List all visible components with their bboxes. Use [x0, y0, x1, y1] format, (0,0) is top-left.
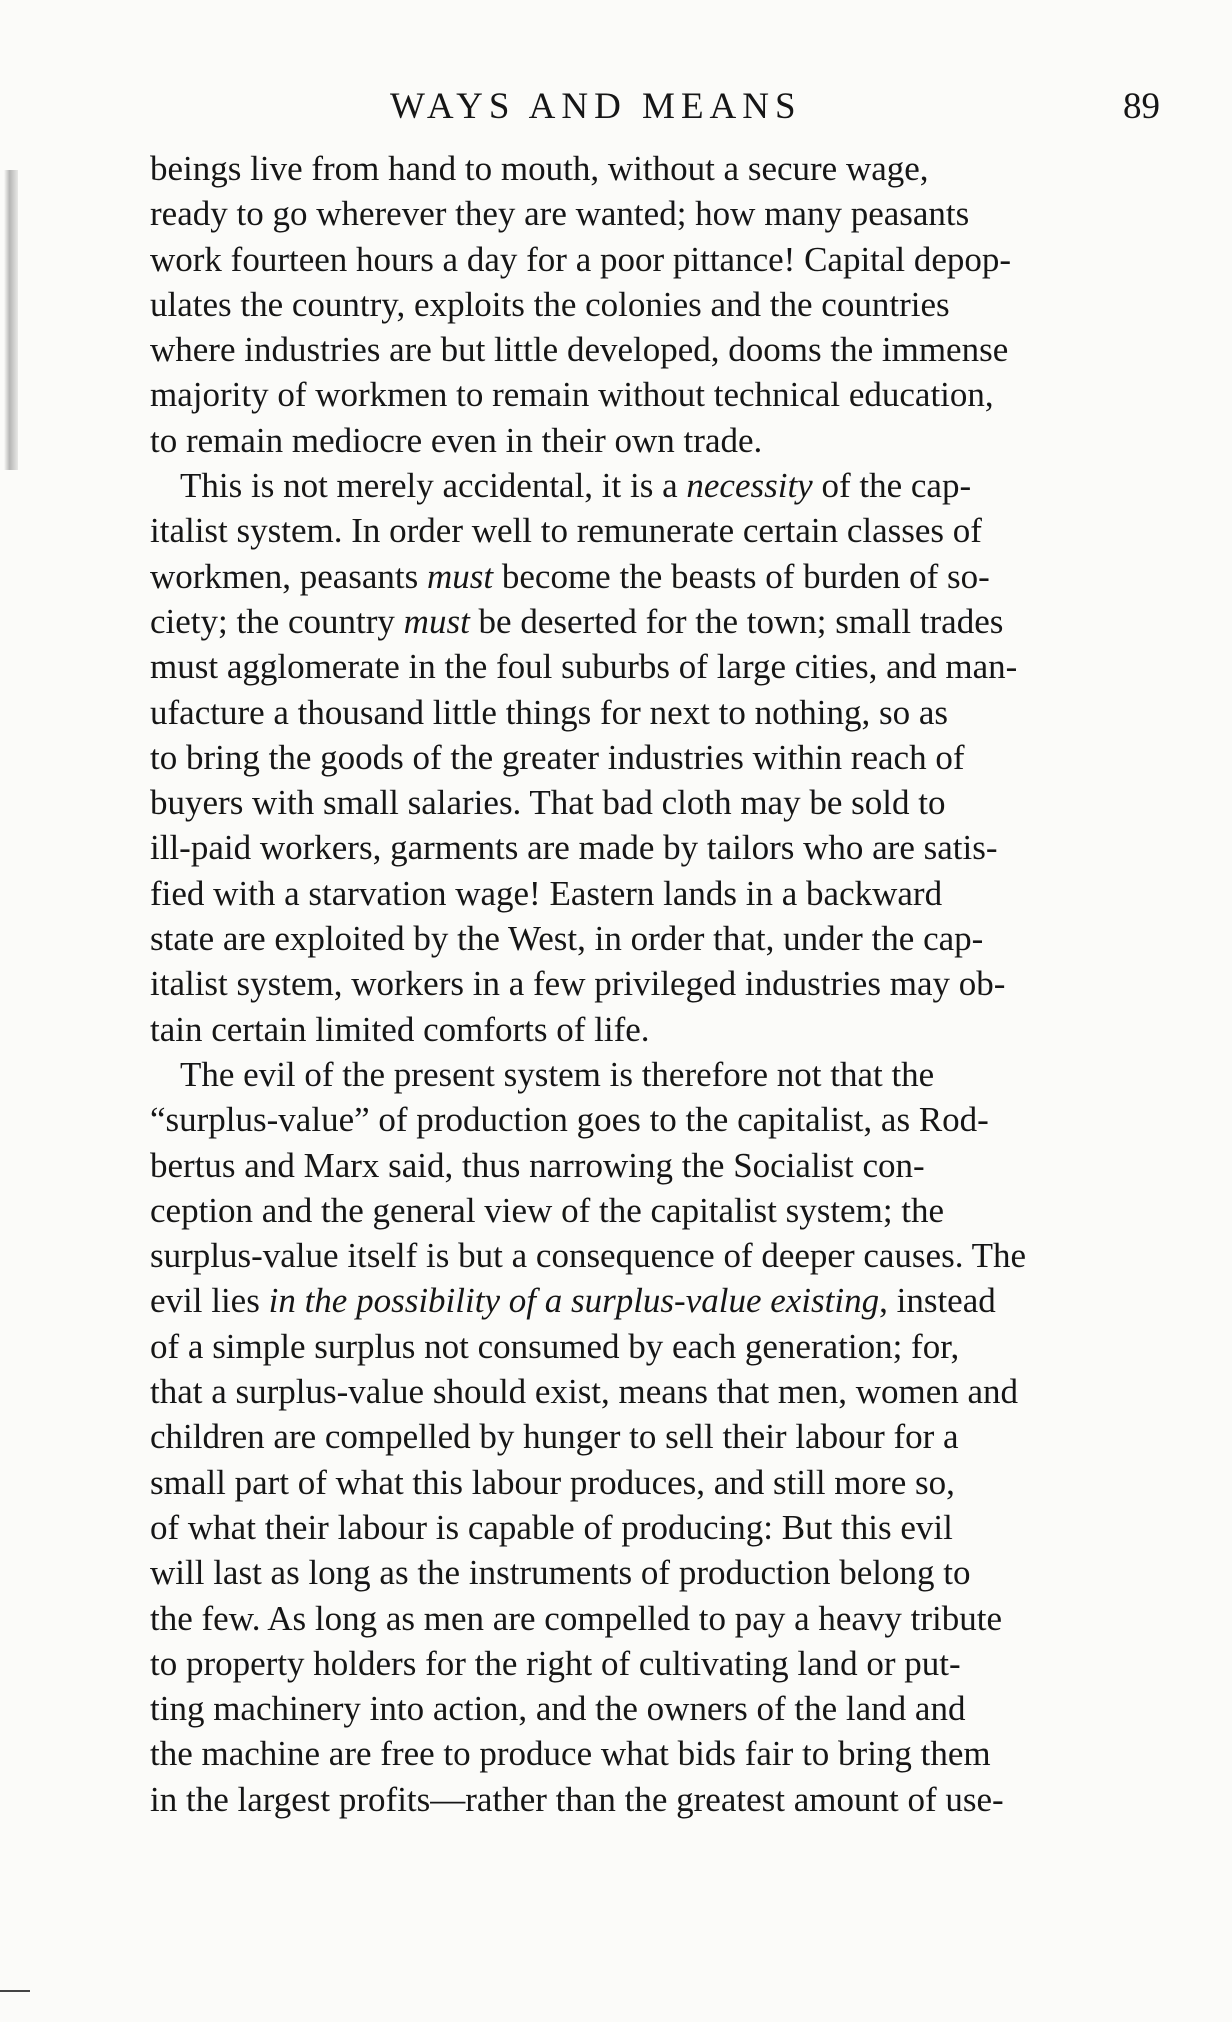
text-line: in the largest profits—rather than the greatest amount of use-	[150, 1779, 1004, 1819]
text-line: majority of workmen to remain without technical education,	[150, 375, 994, 415]
text-line: ready to go wherever they are wanted; how many peasants	[150, 194, 970, 234]
text-line: ill-paid workers, garments are made by tailors who are satis-	[150, 828, 998, 868]
text-line: to property holders for the right of cultivating land or put-	[150, 1643, 961, 1683]
text-line: italist system, workers in a few privileged industries may ob-	[150, 964, 1006, 1004]
text-line: of a simple surplus not consumed by each generation; for,	[150, 1326, 960, 1366]
text-line: state are exploited by the West, in order that, under the cap-	[150, 919, 984, 959]
text-line: to remain mediocre even in their own trade.	[150, 420, 763, 460]
corner-rule	[0, 1990, 30, 1992]
text-line: bertus and Marx said, thus narrowing the Socialist con-	[150, 1145, 925, 1185]
binding-shadow	[4, 170, 18, 470]
running-head-title: WAYS AND MEANS	[390, 86, 802, 127]
paragraph-start-line: The evil of the present system is therefore not that the	[180, 1054, 935, 1094]
text-line: ception and the general view of the capitalist system; the	[150, 1190, 945, 1230]
text-line: will last as long as the instruments of production belong to	[150, 1553, 971, 1593]
text-line: the machine are free to produce what bids fair to bring them	[150, 1734, 991, 1774]
page-number: 89	[1123, 86, 1160, 127]
text-line: the few. As long as men are compelled to pay a heavy tribute	[150, 1598, 1003, 1638]
paragraph-start-line: This is not merely accidental, it is a necessity of the cap-	[180, 466, 972, 506]
text-line: children are compelled by hunger to sell their labour for a	[150, 1417, 959, 1457]
text-line: italist system. In order well to remunerate certain classes of	[150, 511, 982, 551]
text-line: work fourteen hours a day for a poor pittance! Capital depop-	[150, 239, 1012, 279]
text-line: must agglomerate in the foul suburbs of large cities, and man-	[150, 647, 1018, 687]
text-line: “surplus-value” of production goes to the capitalist, as Rod-	[150, 1100, 989, 1140]
text-line: evil lies in the possibility of a surplus-value existing, instead	[150, 1281, 996, 1321]
text-line: ufacture a thousand little things for next to nothing, so as	[150, 692, 949, 732]
text-line: of what their labour is capable of producing: But this evil	[150, 1507, 953, 1547]
text-line: to bring the goods of the greater industries within reach of	[150, 737, 965, 777]
text-line: that a surplus-value should exist, means that men, women and	[150, 1372, 1019, 1412]
text-line: ting machinery into action, and the owners of the land and	[150, 1689, 966, 1729]
text-line: ulates the country, exploits the colonies and the countries	[150, 284, 950, 324]
text-line: beings live from hand to mouth, without a secure wage,	[150, 149, 929, 188]
running-head	[150, 82, 1160, 132]
text-line: workmen, peasants must become the beasts of burden of so-	[150, 556, 990, 596]
text-line: where industries are but little developed, dooms the immense	[150, 330, 1009, 370]
text-line: tain certain limited comforts of life.	[150, 1009, 650, 1049]
text-line: ciety; the country must be deserted for the town; small trades	[150, 601, 1004, 641]
text-line: small part of what this labour produces, and still more so,	[150, 1462, 955, 1502]
text-line: buyers with small salaries. That bad cloth may be sold to	[150, 783, 946, 823]
text-line: fied with a starvation wage! Eastern lands in a backward	[150, 873, 943, 913]
body-text	[150, 146, 1160, 1822]
text-line: surplus-value itself is but a consequence of deeper causes. The	[150, 1236, 1026, 1276]
